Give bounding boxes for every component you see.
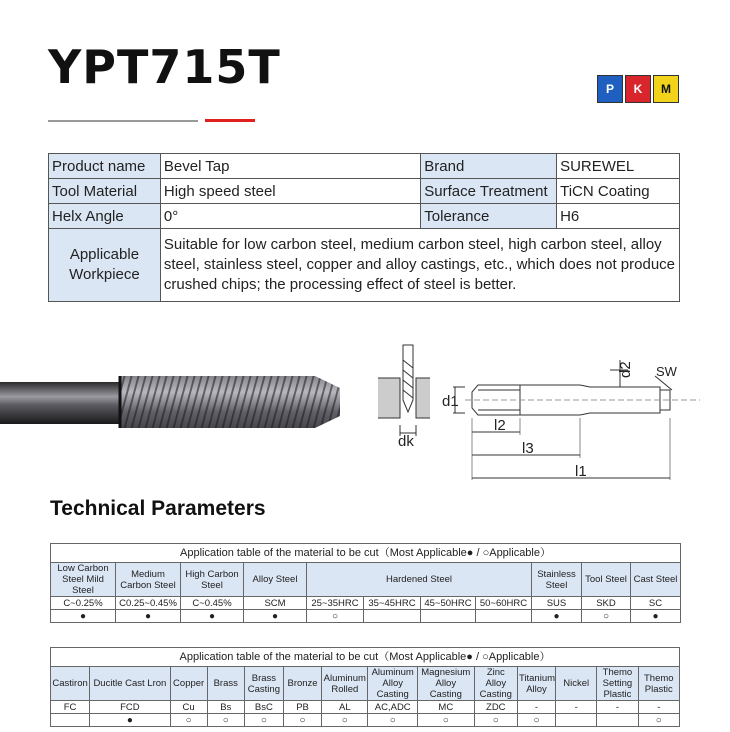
table1-header: Tool Steel	[582, 563, 631, 597]
table2-symbol: ○	[244, 714, 283, 727]
table2-value: Cu	[170, 701, 207, 714]
table1-value: 25~35HRC	[307, 597, 364, 610]
table2-header: Brass	[207, 667, 244, 701]
table1-value: 50~60HRC	[476, 597, 532, 610]
table1-symbol: ●	[631, 610, 681, 623]
table1-caption: Application table of the material to be cut（Most Applicable● / ○Applicable）	[51, 544, 681, 563]
table1-symbol: ●	[532, 610, 582, 623]
table2-header: Ducitle Cast Lron	[90, 667, 170, 701]
table1-symbol: ○	[582, 610, 631, 623]
table1-value: 35~45HRC	[364, 597, 421, 610]
table2-header: Themo Plastic	[638, 667, 679, 701]
table1-header: High Carbon Steel	[181, 563, 244, 597]
table2-symbol: ○	[207, 714, 244, 727]
table1-value: SKD	[582, 597, 631, 610]
brand-value: SUREWEL	[557, 154, 680, 179]
table1-symbol	[421, 610, 476, 623]
product-title: YPT715T	[48, 40, 281, 94]
table1-header: Cast Steel	[631, 563, 681, 597]
table2-symbol: ○	[474, 714, 517, 727]
table2-symbol: ○	[283, 714, 321, 727]
table2-value: -	[597, 701, 638, 714]
material-table-1	[50, 543, 681, 623]
table1-value: C0.25~0.45%	[116, 597, 181, 610]
table2-symbol: ○	[638, 714, 679, 727]
table2-symbol	[556, 714, 597, 727]
table2-symbol: ●	[90, 714, 170, 727]
technical-parameters-heading: Technical Parameters	[50, 497, 266, 520]
surface-treatment-label: Surface Treatment	[421, 179, 557, 204]
label-l2: l2	[494, 417, 506, 434]
helix-angle-value: 0°	[160, 204, 420, 229]
title-underline-red	[205, 119, 255, 122]
product-info-table	[48, 153, 680, 302]
table1-value: C~0.25%	[51, 597, 116, 610]
label-d1: d1	[442, 393, 459, 410]
label-dk: dk	[398, 433, 414, 450]
title-underline-gray	[48, 120, 198, 122]
tap-threads	[120, 376, 340, 428]
table1-symbol	[364, 610, 421, 623]
table1-value: SC	[631, 597, 681, 610]
table2-value: AL	[322, 701, 368, 714]
brand-label: Brand	[421, 154, 557, 179]
tap-shank	[0, 382, 120, 424]
table2-header: Titanium Alloy	[517, 667, 555, 701]
table2-header: Themo Setting Plastic	[597, 667, 638, 701]
table1-symbol: ●	[51, 610, 116, 623]
table1-symbol	[476, 610, 532, 623]
table2-header: Zinc Alloy Casting	[474, 667, 517, 701]
table2-value: -	[556, 701, 597, 714]
table2-symbol: ○	[322, 714, 368, 727]
table1-header: Alloy Steel	[244, 563, 307, 597]
table2-caption: Application table of the material to be cut（Most Applicable● / ○Applicable）	[51, 648, 680, 667]
material-table-2	[50, 647, 680, 727]
table2-value: -	[638, 701, 679, 714]
table2-value: MC	[417, 701, 474, 714]
table2-value: PB	[283, 701, 321, 714]
table1-header: Low Carbon Steel Mild Steel	[51, 563, 116, 597]
applicable-label-line1: Applicable	[69, 246, 140, 263]
label-sw: SW	[656, 364, 677, 379]
material-group-badges	[597, 75, 679, 103]
drawing-workpiece-right	[416, 378, 430, 418]
tap-dimension-drawing	[370, 340, 715, 490]
table2-header: Castiron	[51, 667, 90, 701]
tolerance-value: H6	[557, 204, 680, 229]
table2-header: Aluminum Rolled	[322, 667, 368, 701]
table2-header: Bronze	[283, 667, 321, 701]
table1-value: C~0.45%	[181, 597, 244, 610]
table1-header: Hardened Steel	[307, 563, 532, 597]
table2-value: Bs	[207, 701, 244, 714]
drawing-tap-insert	[403, 345, 413, 412]
badge-p: P	[597, 75, 623, 103]
tolerance-label: Tolerance	[421, 204, 557, 229]
table2-header: Nickel	[556, 667, 597, 701]
applicable-workpiece-text: Suitable for low carbon steel, medium carbon steel, high carbon steel, alloy steel, stainless steel, copper and alloy castings, etc., which does not produce crushed chips; the processing effect of steel is better.	[160, 229, 679, 302]
table1-symbol: ●	[244, 610, 307, 623]
tap-product-photo	[0, 352, 350, 452]
label-l1: l1	[575, 463, 587, 480]
label-d2: d2	[617, 361, 634, 378]
table2-value: -	[517, 701, 555, 714]
table2-symbol: ○	[170, 714, 207, 727]
table2-value: FCD	[90, 701, 170, 714]
table2-header: Brass Casting	[244, 667, 283, 701]
table2-value: FC	[51, 701, 90, 714]
table1-symbol: ●	[181, 610, 244, 623]
tool-material-label: Tool Material	[49, 179, 161, 204]
table2-header: Copper	[170, 667, 207, 701]
table2-symbol: ○	[368, 714, 417, 727]
surface-treatment-value: TiCN Coating	[557, 179, 680, 204]
table2-value: ZDC	[474, 701, 517, 714]
product-name-value: Bevel Tap	[160, 154, 420, 179]
tool-material-value: High speed steel	[160, 179, 420, 204]
table1-symbol: ○	[307, 610, 364, 623]
applicable-label-line2: Workpiece	[69, 266, 140, 283]
table1-header: Medium Carbon Steel	[116, 563, 181, 597]
table1-header: Stainless Steel	[532, 563, 582, 597]
badge-k: K	[625, 75, 651, 103]
drawing-workpiece-left	[378, 378, 400, 418]
table1-value: SCM	[244, 597, 307, 610]
table2-symbol	[51, 714, 90, 727]
table2-header: Aluminum Alloy Casting	[368, 667, 417, 701]
table2-symbol: ○	[417, 714, 474, 727]
table2-symbol	[597, 714, 638, 727]
table1-value: SUS	[532, 597, 582, 610]
table2-value: BsC	[244, 701, 283, 714]
table1-value: 45~50HRC	[421, 597, 476, 610]
badge-m: M	[653, 75, 679, 103]
label-l3: l3	[522, 440, 534, 457]
table2-header: Magnesium Alloy Casting	[417, 667, 474, 701]
helix-angle-label: Helx Angle	[49, 204, 161, 229]
table2-value: AC,ADC	[368, 701, 417, 714]
table1-symbol: ●	[116, 610, 181, 623]
table2-symbol: ○	[517, 714, 555, 727]
applicable-workpiece-label	[49, 229, 161, 302]
product-name-label: Product name	[49, 154, 161, 179]
